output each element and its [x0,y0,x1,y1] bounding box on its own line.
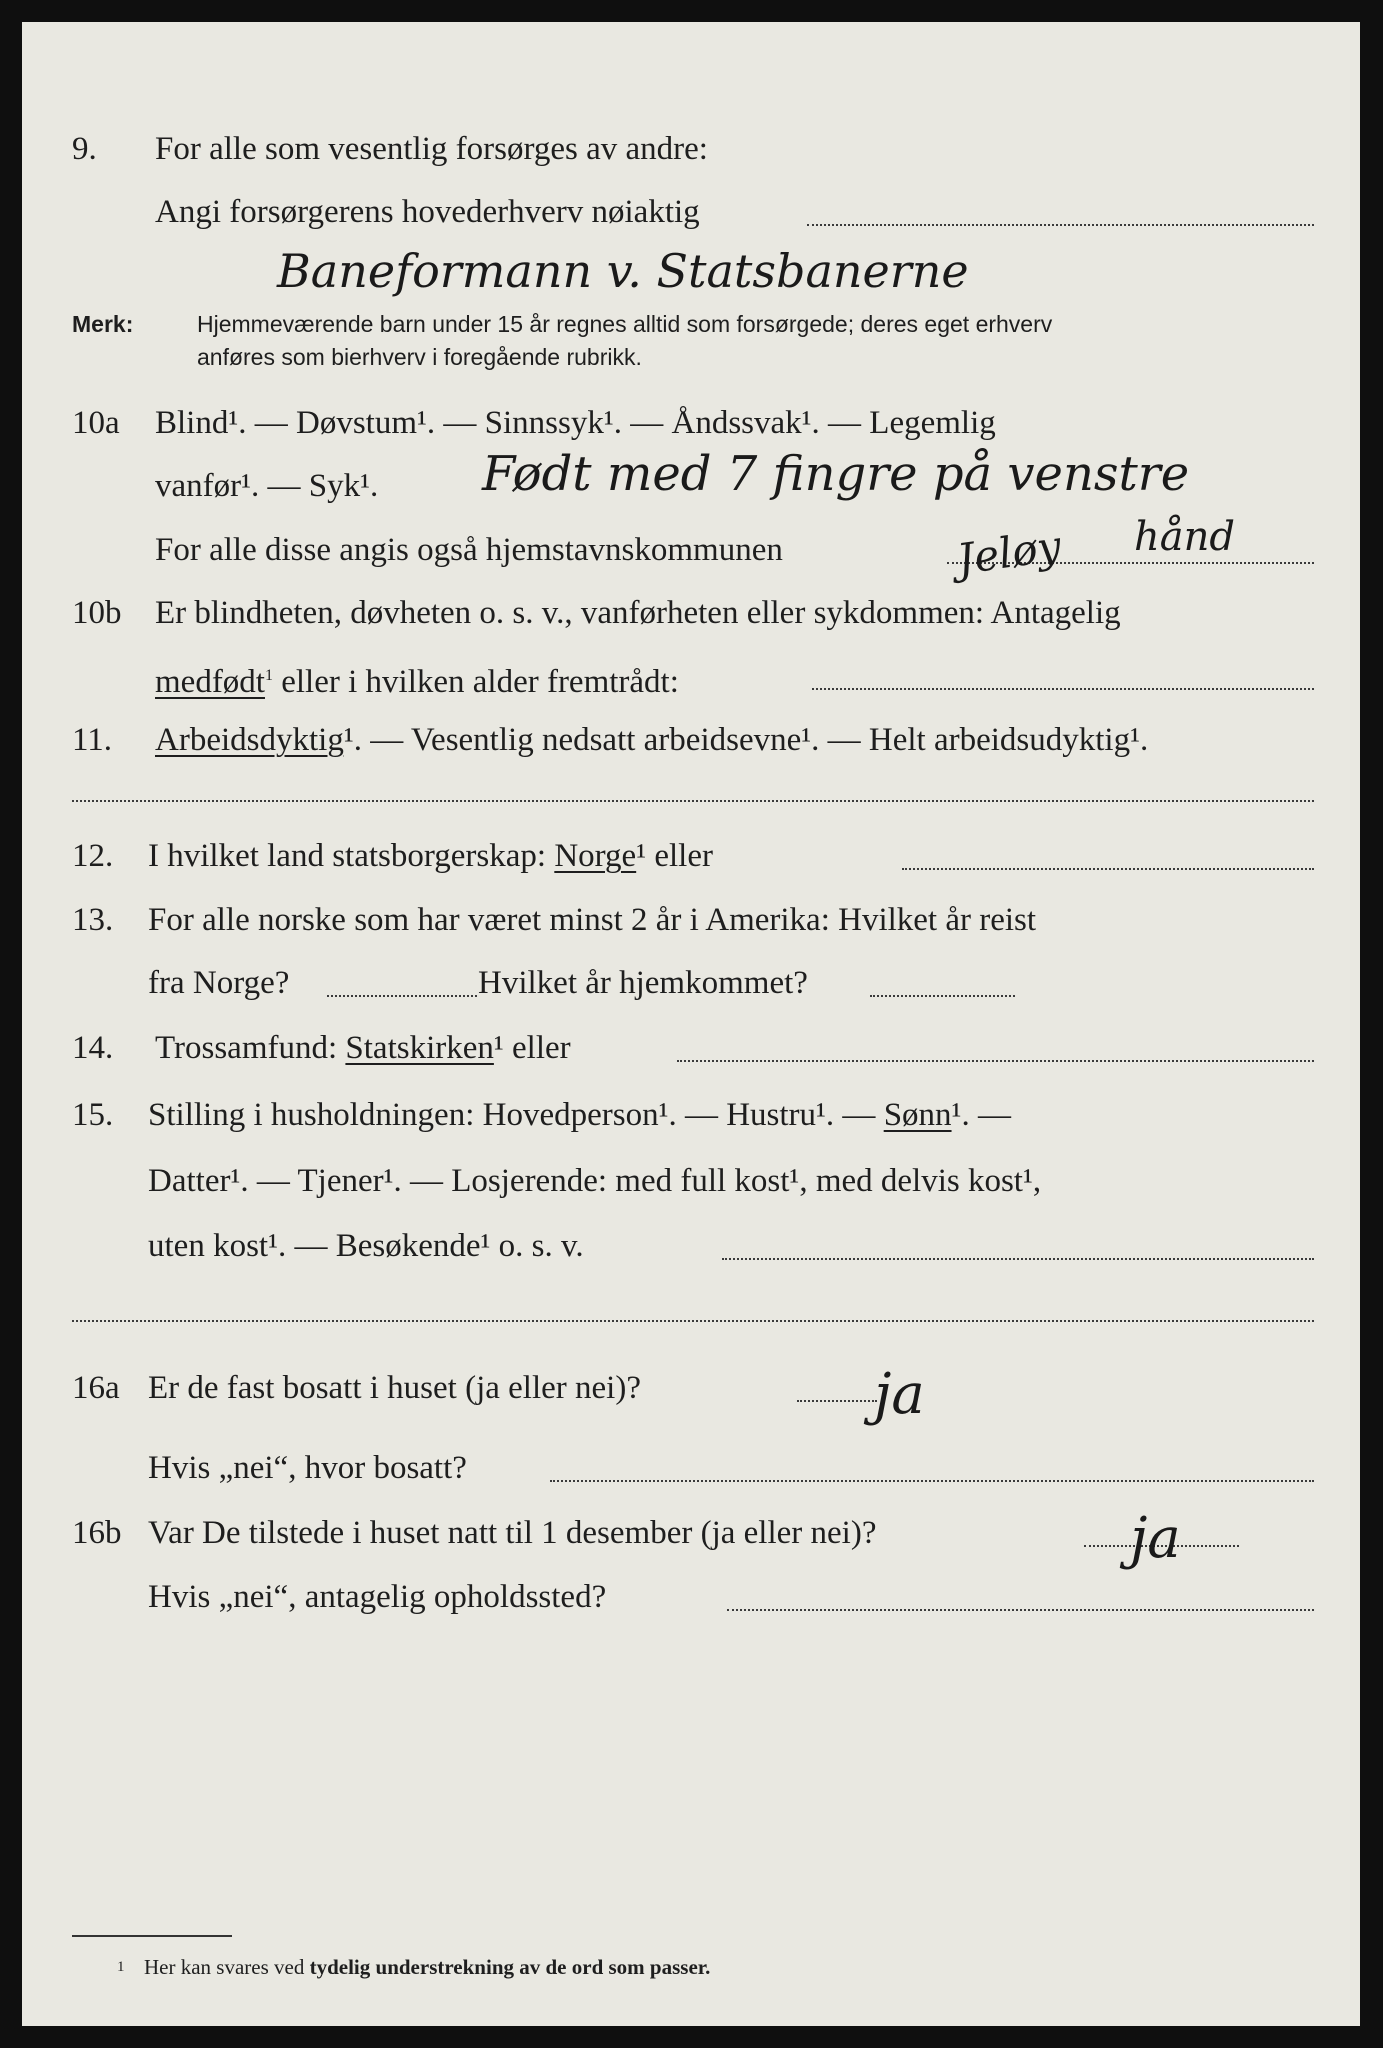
q16a-question: Er de fast bosatt i huset (ja eller nei)? [148,1370,641,1406]
q15-answer-line [722,1258,1314,1260]
q10a-handwritten-answer-cont: hånd [1134,514,1235,560]
footnote-rule [72,1935,232,1937]
q13-departure-prompt: fra Norge? [148,965,290,1001]
q12-underlined-choice: Norge [554,838,637,874]
q11-underlined-choice: Arbeidsdyktig [155,722,344,758]
q12-number: 12. [72,838,114,874]
q16a-number: 16a [72,1370,120,1406]
q15-options-line2: Datter¹. — Tjener¹. — Losjerende: med full kost¹, med delvis kost¹, [148,1163,1042,1199]
merk-note-line2: anføres som bierhverv i foregående rubrikk. [197,344,642,370]
q13-question: For alle norske som har været minst 2 år i Amerika: Hvilket år reist [148,902,1037,938]
q11-answer-line [72,800,1314,802]
q14-text [155,1028,571,1068]
q10a-home-municipality-prompt: For alle disse angis også hjemstavnskommunen [155,532,783,568]
q15-options-line3: uten kost¹. — Besøkende¹ o. s. v. [148,1228,584,1264]
q10b-question-cont: eller i hvilken alder fremtrådt: [281,664,679,700]
q16a-followup-answer-line [550,1480,1314,1482]
q16a-followup: Hvis „nei“, hvor bosatt? [148,1450,467,1486]
q10a-handwritten-municipality: Jeløy [954,520,1065,585]
q16a-handwritten-answer: ja [874,1362,925,1427]
q9-occupation-prompt: Angi forsørgerens hovederhverv nøiaktig [155,194,700,230]
q10a-handwritten-answer: Født med 7 fingre på venstre [482,446,1190,502]
q10a-number: 10a [72,405,120,441]
q9-number: 9. [72,131,97,167]
q12-text [148,836,713,876]
q16b-handwritten-answer: ja [1130,1506,1181,1571]
q10b-footnote-mark: 1 [264,667,273,684]
q14-number: 14. [72,1030,114,1066]
q15-options-cont: ¹. — [951,1097,1011,1133]
q14-answer-line [677,1060,1314,1062]
footnote-text [144,1947,710,1987]
q14-question: Trossamfund: [155,1030,338,1066]
q16a-answer-line [797,1400,877,1402]
q12-question-cont: ¹ eller [636,838,713,874]
q15-extra-answer-line [72,1320,1314,1322]
q15-options: Stilling i husholdningen: Hovedperson¹. — Hustru¹. — [148,1097,876,1133]
q16b-question: Var De tilstede i huset natt til 1 desember (ja eller nei)? [148,1515,877,1551]
footnote-intro: Her kan svares ved [144,1955,305,1979]
q10a-conditions-cont: vanfør¹. — Syk¹. [155,468,379,504]
q13-departure-answer-line [327,995,477,997]
q16b-followup: Hvis „nei“, antagelig opholdssted? [148,1579,607,1615]
q16b-followup-answer-line [727,1609,1314,1611]
footnote-mark: 1 [117,1959,125,1975]
footnote-instruction: tydelig understrekning av de ord som passer. [309,1955,711,1979]
q10a-conditions: Blind¹. — Døvstum¹. — Sinnssyk¹. — Åndssvak¹. — Legemlig [155,405,996,441]
q12-answer-line [902,868,1314,870]
q10b-number: 10b [72,595,122,631]
q10b-underlined-choice: medfødt [155,664,265,700]
q11-text [155,720,1148,760]
q14-question-cont: ¹ eller [493,1030,571,1066]
q13-return-answer-line [870,995,1015,997]
q14-underlined-choice: Statskirken [345,1030,494,1066]
q9-answer-line [807,224,1314,226]
q10b-answer-text [155,656,679,702]
q12-question: I hvilket land statsborgerskap: [148,838,547,874]
q15-underlined-choice: Sønn [883,1097,952,1133]
q10b-answer-line [812,688,1314,690]
census-form-page [22,22,1360,2026]
q15-number: 15. [72,1097,114,1133]
q11-number: 11. [72,722,113,758]
q15-text [148,1095,1011,1135]
q11-options: ¹. — Vesentlig nedsatt arbeidsevne¹. — Helt arbeidsudyktig¹. [343,722,1149,758]
merk-label: Merk: [72,311,134,337]
q9-question: For alle som vesentlig forsørges av andre: [155,131,708,167]
q10b-question: Er blindheten, døvheten o. s. v., vanførheten eller sykdommen: Antagelig [155,595,1121,631]
merk-note-line1: Hjemmeværende barn under 15 år regnes alltid som forsørgede; deres eget erhverv [197,311,1053,337]
q16b-number: 16b [72,1515,122,1551]
q13-number: 13. [72,902,114,938]
q13-return-prompt: Hvilket år hjemkommet? [478,965,808,1001]
q9-handwritten-answer: Baneformann v. Statsbanerne [277,244,969,298]
